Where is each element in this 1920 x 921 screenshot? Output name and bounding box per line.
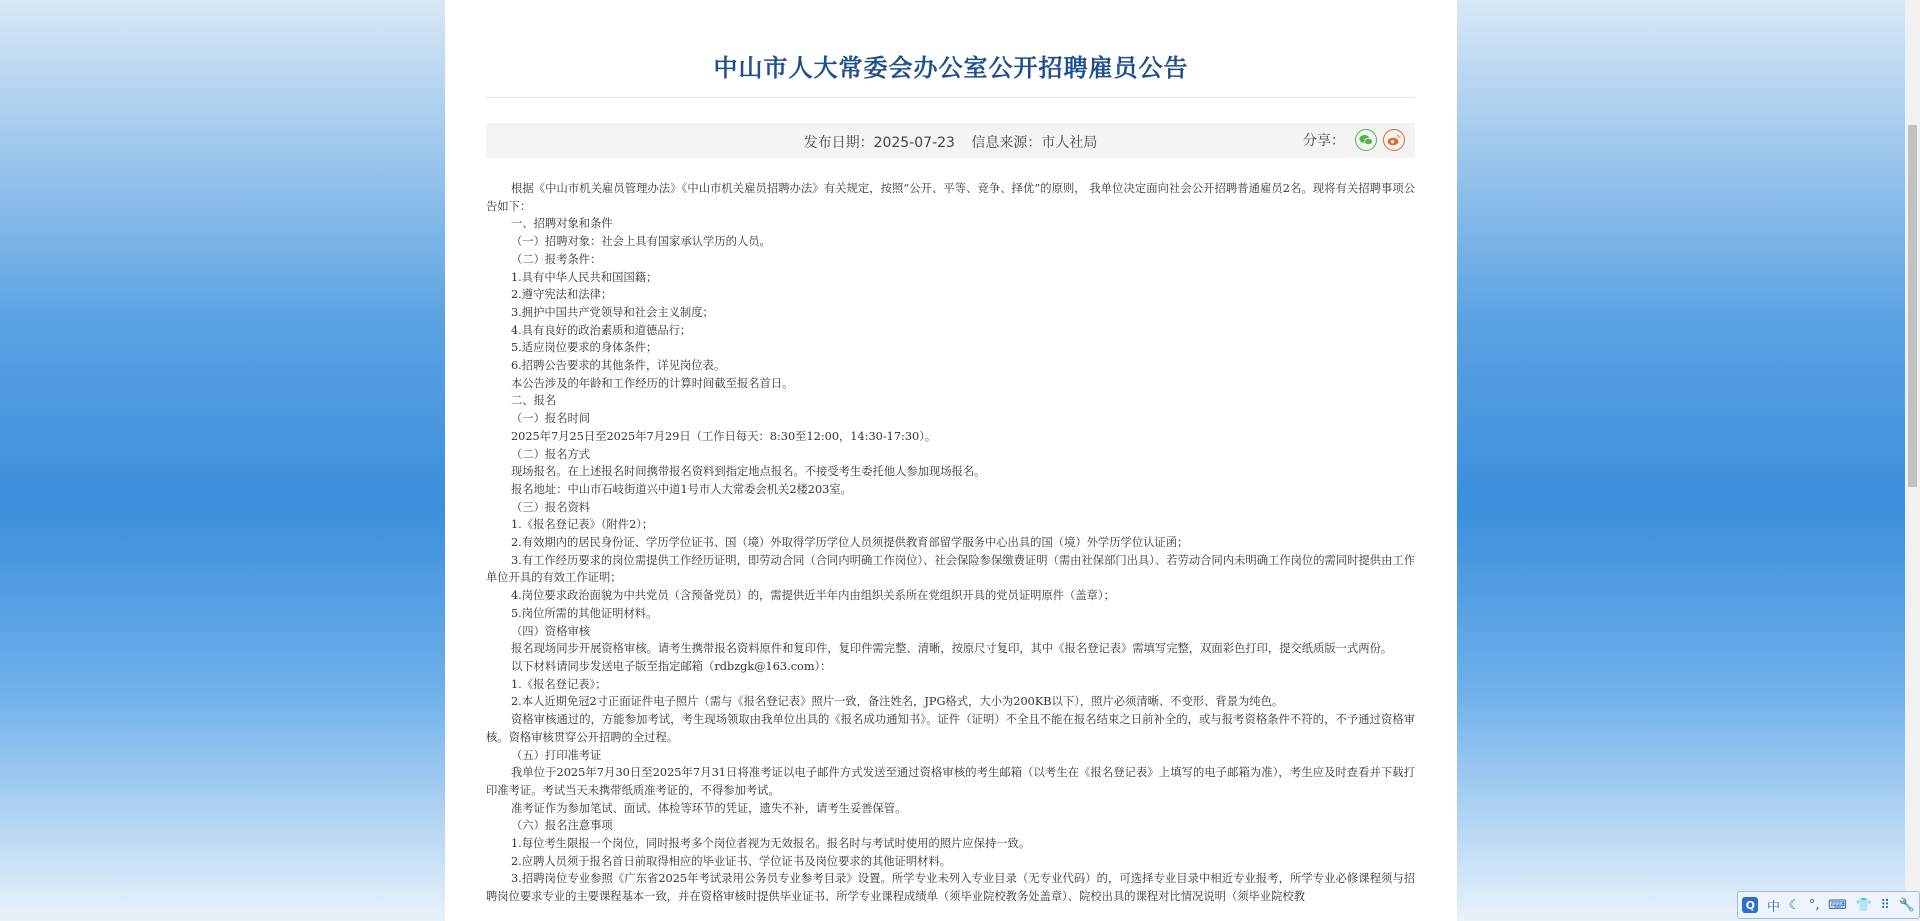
page-title: 中山市人大常委会办公室公开招聘雇员公告	[713, 54, 1189, 82]
article-paragraph: 本公告涉及的年龄和工作经历的计算时间截至报名首日。	[511, 376, 794, 390]
article-paragraph: 一、招聘对象和条件	[511, 217, 613, 231]
article-paragraph: 2.本人近期免冠2寸正面证件电子照片（需与《报名登记表》照片一致，备注姓名，JPG格式，大小为200KB以下），照片必须清晰、不变形、背景为纯色。	[511, 695, 1284, 709]
article-paragraph: 准考证作为参加笔试、面试、体检等环节的凭证，遗失不补，请考生妥善保管。	[511, 801, 907, 815]
ime-logo-icon[interactable]: Q	[1742, 897, 1758, 913]
article-meta-bar	[486, 123, 1415, 158]
article-paragraph: 2.有效期内的居民身份证、学历学位证书、国（境）外取得学历学位人员须提供教育部留学服务中心出具的国（境）外学历学位认证函；	[511, 536, 1189, 550]
article-paragraph: 1.具有中华人民共和国国籍；	[511, 270, 658, 284]
share-label: 分享：	[1303, 133, 1345, 149]
article-paragraph: 3.招聘岗位专业参照《广东省2025年考试录用公务员专业参考目录》设置。所学专业未列入专业目录（无专业代码）的，可选择专业目录中相近专业报考，所学专业必修课程须与招聘岗位要求专业的主要课程基本一致，并在资格审核时提供毕业证书、所学专业课程成绩单（须毕业院校教务处盖章）、院校出具的课程对比情况说明（须毕业院校教	[486, 872, 1415, 904]
article-paragraph: （二）报名方式	[511, 447, 591, 461]
title-divider	[486, 97, 1415, 98]
article-paragraph: 4.岗位要求政治面貌为中共党员（含预备党员）的，需提供近半年内由组织关系所在党组织开具的党员证明原件（盖章）；	[511, 589, 1115, 603]
article-content	[486, 180, 1415, 906]
article-paragraph: 资格审核通过的，方能参加考试，考生现场领取由我单位出具的《报名成功通知书》。证件（证明）不全且不能在报名结束之日前补全的，或与报考资格条件不符的，不予通过资格审核。资格审核贯穿公开招聘的全过程。	[486, 713, 1415, 744]
article-paragraph: （六）报名注意事项	[511, 819, 613, 833]
ime-punctuation-icon[interactable]: °,	[1808, 897, 1820, 913]
article-paragraph: 1.每位考生限报一个岗位，同时报考多个岗位者视为无效报名。报名时与考试时使用的照片应保持一致。	[511, 837, 1031, 851]
article-paragraph: （四）资格审核	[511, 624, 591, 638]
article-paragraph: 2.应聘人员须于报名首日前取得相应的毕业证书、学位证书及岗位要求的其他证明材料。	[511, 854, 952, 868]
weibo-share-button[interactable]	[1383, 129, 1405, 151]
article-paragraph: （一）招聘对象：社会上具有国家承认学历的人员。	[511, 235, 771, 249]
article-paragraph: 1.《报名登记表》（附件2）；	[511, 518, 654, 532]
article-paragraph: 以下材料请同步发送电子版至指定邮箱（rdbzgk@163.com）：	[511, 659, 832, 673]
article-paragraph: 5.适应岗位要求的身体条件；	[511, 341, 658, 355]
article-paragraph: 6.招聘公告要求的其他条件，详见岗位表。	[511, 359, 726, 373]
ime-halfwidth-icon[interactable]: ☾	[1788, 897, 1801, 913]
article-paragraph: （五）打印准考证	[511, 748, 602, 762]
article-paragraph: （三）报名资料	[511, 500, 591, 514]
article-paragraph: 1.《报名登记表》；	[511, 677, 607, 691]
wechat-share-button[interactable]	[1355, 129, 1377, 151]
article-paragraph: 2025年7月25日至2025年7月29日（工作日每天：8:30至12:00，14:30-17:30）。	[511, 429, 937, 443]
ime-settings-icon[interactable]: 🔧	[1898, 897, 1915, 913]
article-paragraph: （二）报考条件：	[511, 252, 602, 266]
article-paragraph: 4.具有良好的政治素质和道德品行；	[511, 323, 692, 337]
article-paragraph: 报名地址：中山市石岐街道兴中道1号市人大常委会机关2楼203室。	[511, 482, 852, 496]
article-paragraph: （一）报名时间	[511, 412, 591, 426]
article-paragraph: 报名现场同步开展资格审核。请考生携带报名资料原件和复印件，复印件需完整、清晰，按原尺寸复印，其中《报名登记表》需填写完整，双面彩色打印，提交纸质版一式两份。	[511, 642, 1393, 656]
article-paragraph: 2.遵守宪法和法律；	[511, 288, 613, 302]
vertical-scrollbar[interactable]	[1905, 0, 1920, 921]
ime-skin-icon[interactable]: 👕	[1855, 897, 1872, 913]
publish-date: 发布日期：2025-07-23	[803, 135, 955, 151]
article-paragraph: 3.拥护中国共产党领导和社会主义制度；	[511, 305, 714, 319]
article-paragraph: 二、报名	[511, 394, 557, 408]
article-paragraph: 现场报名。在上述报名时间携带报名资料到指定地点报名。不接受考生委托他人参加现场报名。	[511, 465, 986, 479]
meta-info	[486, 132, 1415, 152]
share-group	[1303, 129, 1405, 151]
ime-chinese-mode[interactable]: 中	[1766, 899, 1780, 915]
info-source: 信息来源：市人社局	[971, 135, 1098, 151]
weibo-icon	[1387, 134, 1401, 146]
article-paragraph: 我单位于2025年7月30日至2025年7月31日将准考证以电子邮件方式发送至通过资格审核的考生邮箱（以考生在《报名登记表》上填写的电子邮箱为准），考生应及时查看并下载打印准考证。考试当天未携带纸质准考证的，不得参加考试。	[486, 766, 1415, 797]
ime-toolbox-icon[interactable]: ⠿	[1880, 897, 1890, 913]
wechat-icon	[1359, 134, 1373, 146]
article-paragraph: 5.岗位所需的其他证明材料。	[511, 606, 658, 620]
article-page	[445, 0, 1457, 921]
article-paragraph: 根据《中山市机关雇员管理办法》《中山市机关雇员招聘办法》有关规定，按照“公开、平等、竞争、择优”的原则， 我单位决定面向社会公开招聘普通雇员2名。现将有关招聘事项公告如下：	[486, 182, 1415, 213]
article-paragraph: 3.有工作经历要求的岗位需提供工作经历证明，即劳动合同（合同内明确工作岗位）、社会保险参保缴费证明（需由社保部门出具）、若劳动合同内未明确工作岗位的需同时提供由工作单位开具的有效工作证明；	[486, 553, 1415, 585]
ime-toolbar	[1737, 891, 1920, 919]
scrollbar-thumb[interactable]	[1908, 125, 1917, 487]
ime-keyboard-icon[interactable]: ⌨	[1828, 897, 1847, 913]
